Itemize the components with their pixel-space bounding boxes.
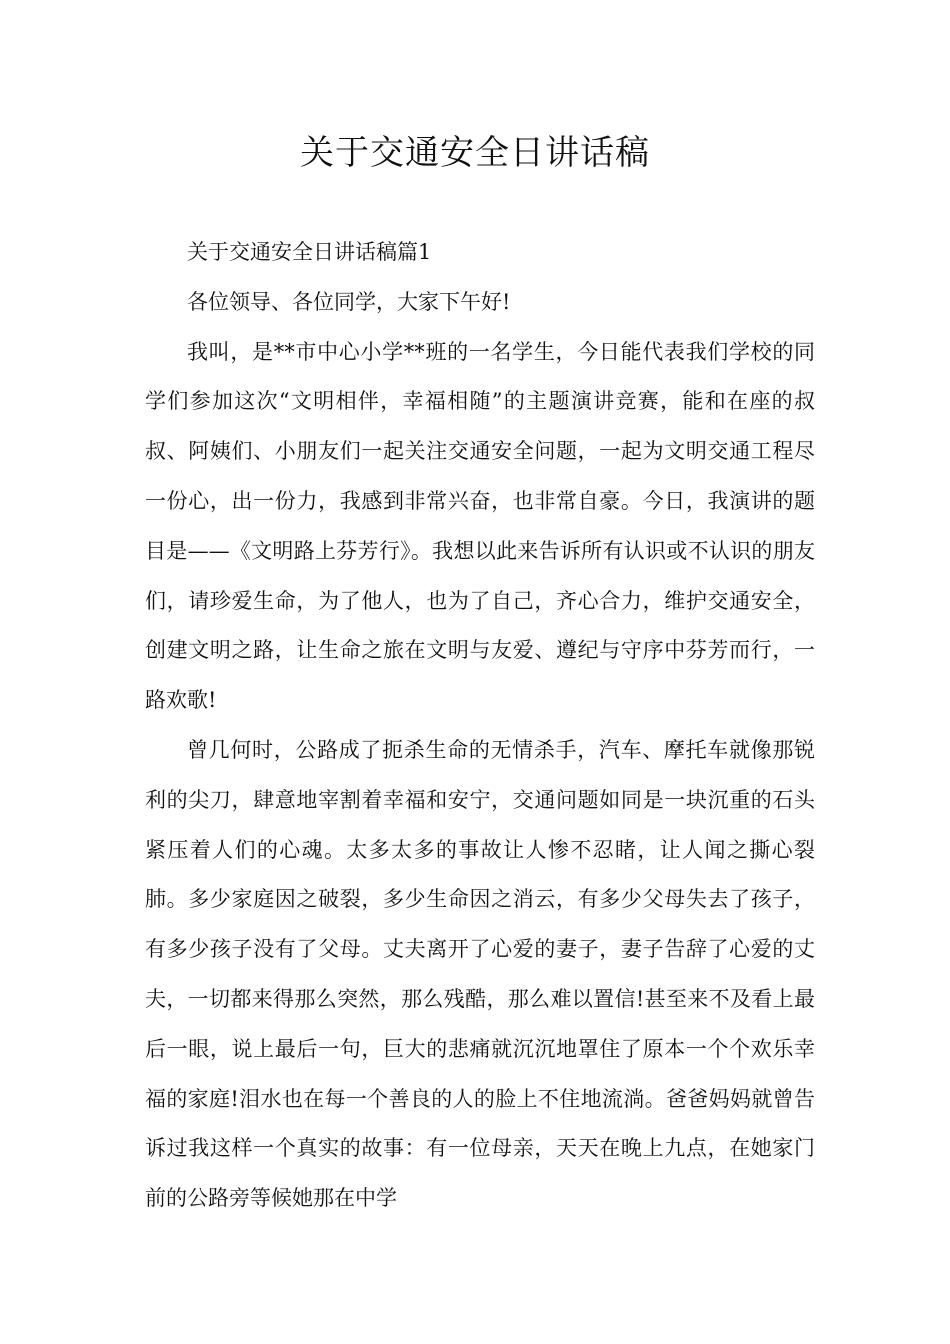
document-title: 关于交通安全日讲话稿 (300, 133, 650, 173)
body-paragraph: 曾几何时，公路成了扼杀生命的无情杀手，汽车、摩托车就像那锐利的尖刀，肆意地宰割着幸福和安宁，交通问题如同是一块沉重的石头紧压着人们的心魂。太多太多的事故让人惨不忍睹，让人闻之撕心裂肺。多少家庭因之破裂，多少生命因之消云，有多少父母失去了孩子，有多少孩子没有了父母。丈夫离开了心爱的妻子，妻子告辞了心爱的丈夫，一切都来得那么突然，那么残酷，那么难以置信!甚至来不及看上最后一眼，说上最后一句，巨大的悲痛就沉沉地罩住了原本一个个欢乐幸福的家庭!泪水也在每一个善良的人的脸上不住地流淌。爸爸妈妈就曾告诉过我这样一个真实的故事：有一位母亲，天天在晚上九点，在她家门前的公路旁等候她那在中学 (145, 737, 815, 1211)
document-body (145, 228, 815, 1224)
greeting-paragraph: 各位领导、各位同学，大家下午好! (187, 289, 511, 314)
body-paragraph: 我叫，是**市中心小学**班的一名学生，今日能代表我们学校的同学们参加这次“文明相伴，幸福相随”的主题演讲竞赛，能和在座的叔叔、阿姨们、小朋友们一起关注交通安全问题，一起为文明交通工程尽一份心，出一份力，我感到非常兴奋，也非常自豪。今日，我演讲的题目是——《文明路上芬芳行》。我想以此来告诉所有认识或不认识的朋友们，请珍爱生命，为了他人，也为了自己，齐心合力，维护交通安全，创建文明之路，让生命之旅在文明与友爱、遵纪与守序中芬芳而行，一路欢歌! (145, 339, 815, 713)
section-heading: 关于交通安全日讲话稿篇1 (187, 240, 432, 264)
